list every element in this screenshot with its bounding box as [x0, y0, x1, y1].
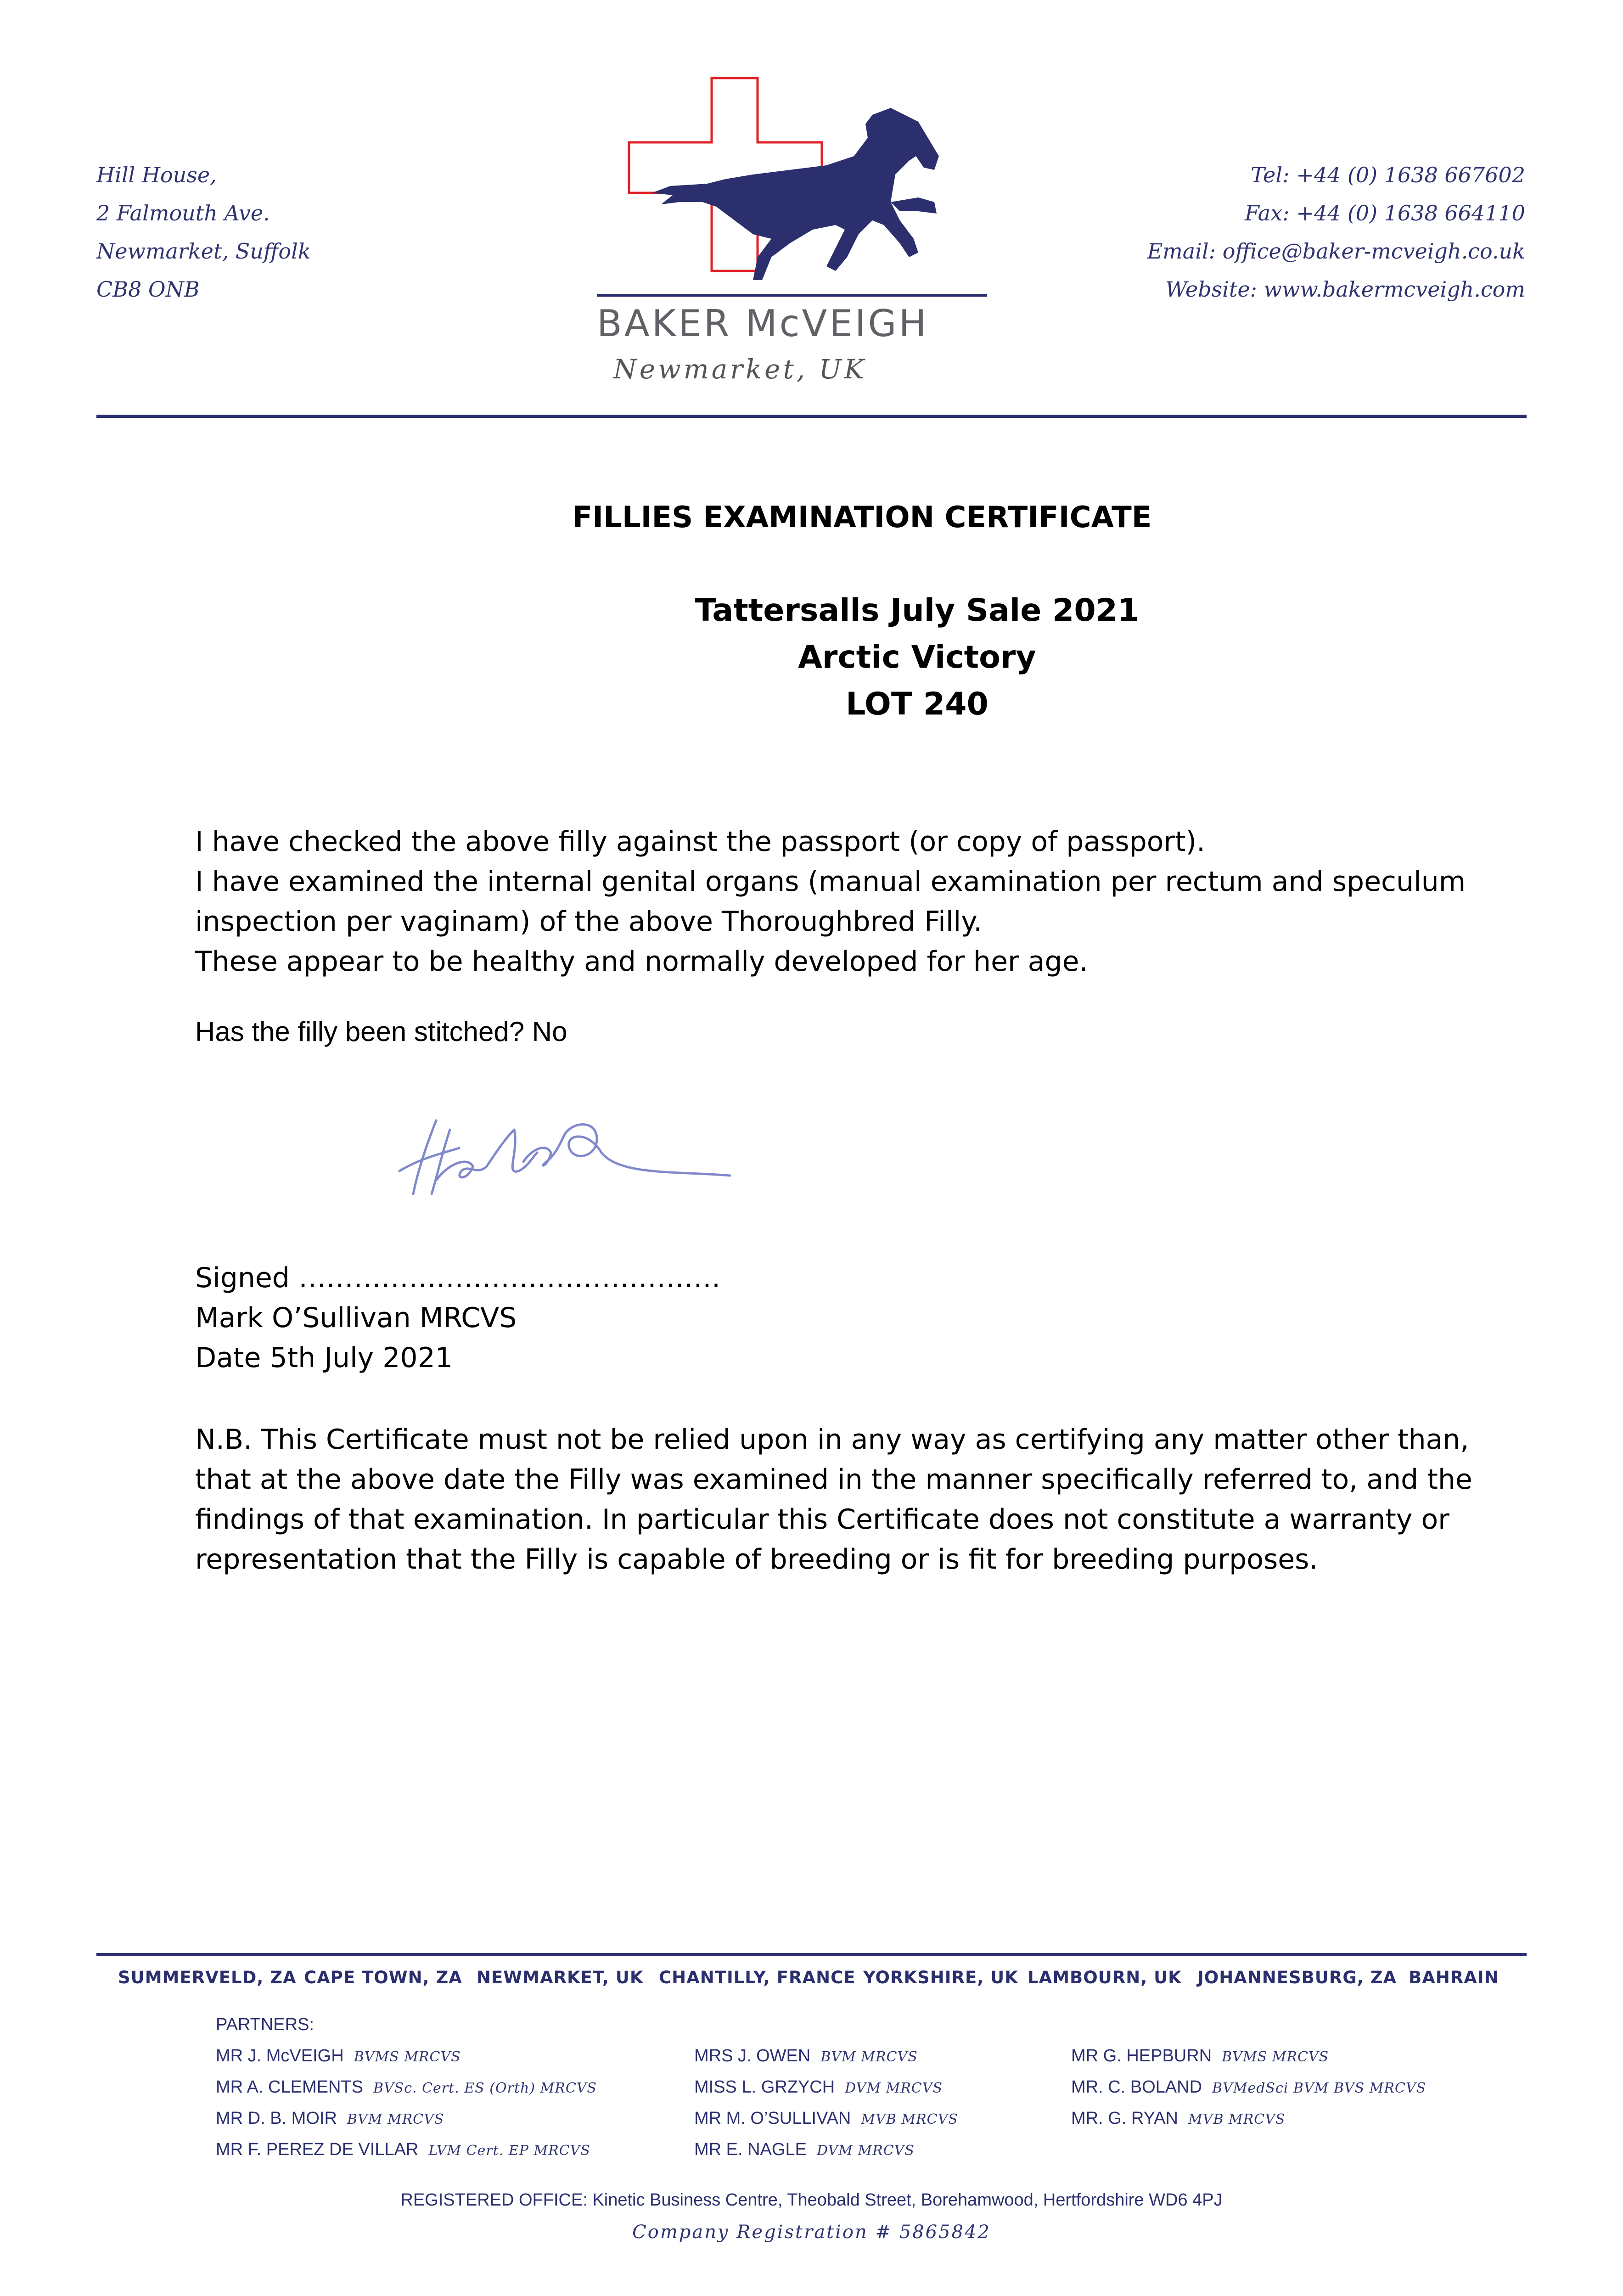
fax-line: Fax: +44 (0) 1638 664110 [1244, 201, 1525, 225]
sale-name: Tattersalls July Sale 2021 [695, 592, 1140, 629]
office-location: CHANTILLY, FRANCE [659, 1968, 856, 1987]
disclaimer-line: N.B. This Certificate must not be relied upon in any way as certifying any matter other than, [195, 1424, 1469, 1456]
partner-name: MR. G. RYAN [1071, 2109, 1178, 2128]
company-logo [597, 64, 1001, 395]
partner-entry [216, 2077, 597, 2097]
partner-entry [216, 2140, 590, 2160]
partner-entry [694, 2046, 918, 2066]
address-line: Hill House, [96, 163, 217, 187]
handwritten-signature [381, 1102, 748, 1212]
disclaimer-line: that at the above date the Filly was examined in the manner specifically referred to, and the [195, 1463, 1472, 1496]
logo-underline [597, 294, 987, 297]
partner-entry [694, 2077, 943, 2097]
signed-line: Signed ………………………………………. [195, 1262, 721, 1294]
signature-block [195, 1258, 1462, 1378]
galloping-horse-icon [652, 108, 939, 280]
partner-entry [216, 2046, 461, 2066]
address-line: Newmarket, Suffolk [96, 239, 311, 264]
brand-name: BAKER McVEIGH [597, 302, 929, 345]
statement-line: I have examined the internal genital organs (manual examination per rectum and speculum [195, 866, 1466, 898]
email-line: Email: office@baker-mcveigh.co.uk [1147, 239, 1525, 264]
footer-divider [96, 1953, 1527, 1956]
partner-quals: BVMS MRCVS [1222, 2049, 1329, 2065]
partner-entry [1071, 2046, 1329, 2066]
disclaimer-note [195, 1420, 1472, 1580]
partner-quals: MVB MRCVS [861, 2111, 958, 2127]
header-divider [96, 415, 1527, 418]
company-registration: Company Registration # 5865842 [632, 2222, 991, 2243]
partner-quals: BVM MRCVS [820, 2049, 918, 2065]
office-location: BAHRAIN [1409, 1968, 1499, 1987]
partner-name: MR A. CLEMENTS [216, 2077, 363, 2097]
statement-line: These appear to be healthy and normally developed for her age. [195, 945, 1088, 978]
office-location: LAMBOURN, UK [1028, 1968, 1182, 1987]
office-location: CAPE TOWN, ZA [304, 1968, 462, 1987]
disclaimer-line: representation that the Filly is capable of breeding or is fit for breeding purposes. [195, 1543, 1318, 1576]
partner-name: MR E. NAGLE [694, 2140, 807, 2159]
partner-quals: BVM MRCVS [347, 2111, 444, 2127]
partner-quals: DVM MRCVS [816, 2143, 915, 2159]
horse-name: Arctic Victory [798, 639, 1036, 675]
signatory-name: Mark O’Sullivan MRCVS [195, 1302, 517, 1334]
partner-name: MR M. O’SULLIVAN [694, 2109, 851, 2128]
office-location: NEWMARKET, UK [477, 1968, 644, 1987]
partner-name: MR G. HEPBURN [1071, 2046, 1212, 2065]
partner-name: MR F. PEREZ DE VILLAR [216, 2140, 419, 2159]
partner-entry [1071, 2109, 1285, 2128]
contact-block [1147, 156, 1525, 309]
office-location: YORKSHIRE, UK [863, 1968, 1018, 1987]
address-line: 2 Falmouth Ave. [96, 201, 270, 225]
partner-entry [216, 2109, 444, 2128]
lot-number: LOT 240 [846, 686, 988, 722]
partner-entry [694, 2140, 915, 2160]
partner-quals: DVM MRCVS [845, 2080, 943, 2096]
office-location: SUMMERVELD, ZA [118, 1968, 297, 1987]
partner-name: MR. C. BOLAND [1071, 2077, 1202, 2097]
statement-line: I have checked the above filly against the passport (or copy of passport). [195, 826, 1206, 858]
partners-label: PARTNERS: [216, 2015, 314, 2034]
partner-name: MISS L. GRZYCH [694, 2077, 835, 2097]
partner-quals: BVMedSci BVM BVS MRCVS [1212, 2080, 1426, 2096]
stitched-question: Has the filly been stitched? No [195, 1016, 567, 1047]
partner-name: MRS J. OWEN [694, 2046, 811, 2065]
examination-statement [195, 822, 1466, 982]
document-title: FILLIES EXAMINATION CERTIFICATE [572, 501, 1152, 535]
address-line: CB8 ONB [96, 277, 200, 302]
website-line: Website: www.bakermcveigh.com [1165, 277, 1525, 302]
brand-subtitle: Newmarket, UK [613, 354, 867, 385]
signature-date: Date 5th July 2021 [195, 1342, 453, 1374]
partner-quals: BVSc. Cert. ES (Orth) MRCVS [373, 2080, 597, 2096]
address-block [96, 156, 311, 309]
partner-entry [1071, 2077, 1426, 2097]
registered-office: REGISTERED OFFICE: Kinetic Business Centre, Theobald Street, Borehamwood, Hertfordshire WD6 4PJ [400, 2190, 1223, 2210]
phone-line: Tel: +44 (0) 1638 667602 [1251, 163, 1525, 187]
partner-entry [694, 2109, 958, 2128]
partner-name: MR J. McVEIGH [216, 2046, 344, 2065]
partner-name: MR D. B. MOIR [216, 2109, 337, 2128]
partner-quals: LVM Cert. EP MRCVS [428, 2143, 590, 2159]
statement-line: inspection per vaginam) of the above Thoroughbred Filly. [195, 906, 983, 938]
partner-quals: MVB MRCVS [1188, 2111, 1286, 2127]
office-location: JOHANNESBURG, ZA [1197, 1968, 1397, 1987]
disclaimer-line: findings of that examination. In particular this Certificate does not constitute a warranty or [195, 1503, 1449, 1536]
partner-quals: BVMS MRCVS [354, 2049, 461, 2065]
